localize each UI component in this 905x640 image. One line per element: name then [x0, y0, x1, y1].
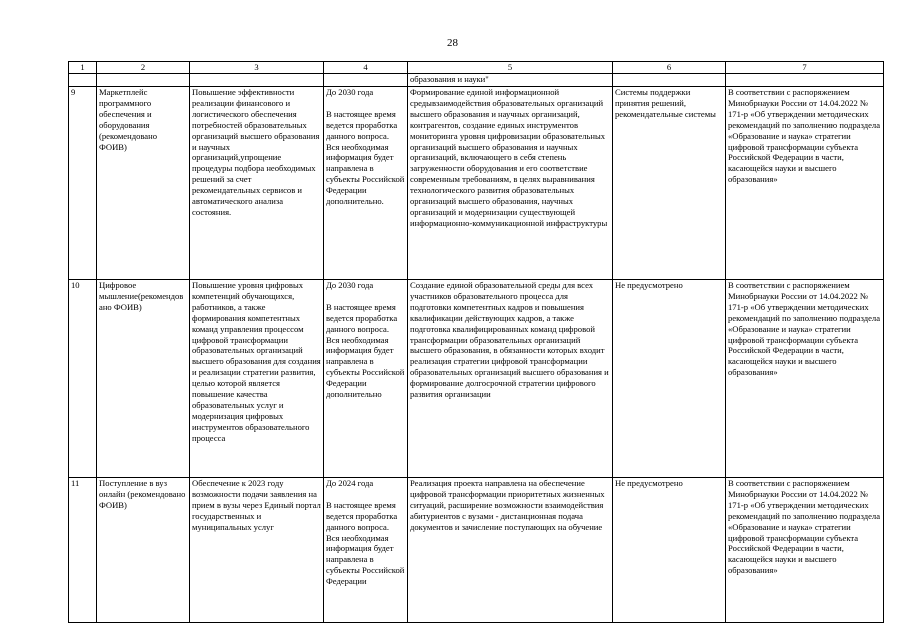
row-number: 10: [69, 280, 97, 478]
table-row: [69, 478, 884, 623]
project-term: До 2030 года В настоящее время ведется проработка данного вопроса. Вся необходимая информация будет направлена в субъекты Российской Федерации дополнительно.: [324, 87, 408, 280]
project-effect: Повышение эффективности реализации финансового и логистического обеспечения потребностей образовательных организаций высшего образования и научных организаций,упрощение процедуры подбора необходимых решений за счет рекомендательных сервисов и автоматического анализа состояния.: [190, 87, 324, 280]
project-basis: В соответствии с распоряжением Минобрнауки России от 14.04.2022 № 171-р «Об утверждении методических рекомендаций по заполнению подраздела «Образование и наука» стратегии цифровой трансформации субъекта Российской Федерации в части, касающейся науки и высшего образования»: [726, 280, 884, 478]
project-description: Создание единой образовательной среды для всех участников образовательного процесса для подготовки компетентных кадров и повышения квалификации действующих кадров, а также подготовка квалифицированных команд цифровой трансформации образовательных организаций высшего образования, в обязанности которых входит реализация стратегии цифровой трансформации образовательных организаций высшего образования и формирование долгосрочной стратегии цифрового развития организации: [408, 280, 613, 478]
table-header-row: [69, 62, 884, 74]
table-row: [69, 280, 884, 478]
project-effect: Повышение уровня цифровых компетенций обучающихся, работников, а также формирования компетентных команд управления процессом цифровой трансформации образовательных организаций высшего образования для создания и реализации стратегии развития, целью которой является повышение качества образовательных услуг и модернизация цифровых инструментов образовательного процесса: [190, 280, 324, 478]
project-basis: В соответствии с распоряжением Минобрнауки России от 14.04.2022 № 171-р «Об утверждении методических рекомендаций по заполнению подраздела «Образование и наука» стратегии цифровой трансформации субъекта Российской Федерации в части, касающейся науки и высшего образования»: [726, 87, 884, 280]
page-number: 28: [447, 37, 458, 49]
strategy-table: [68, 61, 884, 623]
column-number-5: 5: [408, 62, 613, 74]
column-number-7: 7: [726, 62, 884, 74]
project-systems: Не предусмотрено: [613, 280, 726, 478]
row-number: 11: [69, 478, 97, 623]
column-number-2: 2: [97, 62, 190, 74]
continuation-row: [69, 74, 884, 87]
continuation-text: образования и науки": [408, 74, 613, 87]
project-effect: Обеспечение к 2023 году возможности подачи заявления на прием в вузы через Единый портал государственных и муниципальных услуг: [190, 478, 324, 623]
column-number-1: 1: [69, 62, 97, 74]
project-basis: В соответствии с распоряжением Минобрнауки России от 14.04.2022 № 171-р «Об утверждении методических рекомендаций по заполнению подраздела «Образование и наука» стратегии цифровой трансформации субъекта Российской Федерации в части, касающейся науки и высшего образования»: [726, 478, 884, 623]
project-systems: Системы поддержки принятия решений, рекомендательные системы: [613, 87, 726, 280]
project-systems: Не предусмотрено: [613, 478, 726, 623]
column-number-4: 4: [324, 62, 408, 74]
project-description: Формирование единой информационной средывзаимодействия образовательных организаций высшего образования и научных организаций, контрагентов, создание единых инструментов мониторинга уровня цифровизации образовательных организаций высшего образования и научных организаций, включающего в себя степень загруженности оборудования и его соответствие современным требованиям, в целях выравнивания технологического развития образовательных организаций высшего образования, научных организаций и модернизации существующей информационно-коммуникационной инфраструктуры: [408, 87, 613, 280]
table-row: [69, 87, 884, 280]
project-name: Маркетплейс программного обеспечения и оборудования (рекомендовано ФОИВ): [97, 87, 190, 280]
column-number-6: 6: [613, 62, 726, 74]
project-term: До 2030 года В настоящее время ведется проработка данного вопроса. Вся необходимая информация будет направлена в субъекты Российской Федерации дополнительно: [324, 280, 408, 478]
project-name: Цифровое мышление(рекомендовано ФОИВ): [97, 280, 190, 478]
column-number-3: 3: [190, 62, 324, 74]
project-term: До 2024 года В настоящее время ведется проработка данного вопроса. Вся необходимая информация будет направлена в субъекты Российской Федерации: [324, 478, 408, 623]
row-number: 9: [69, 87, 97, 280]
project-name: Поступление в вуз онлайн (рекомендовано ФОИВ): [97, 478, 190, 623]
project-description: Реализация проекта направлена на обеспечение цифровой трансформации приоритетных жизненных ситуаций, расширение возможности взаимодействия абитуриентов с вузами - дистанционная подача документов и зачисление поступающих на обучение: [408, 478, 613, 623]
